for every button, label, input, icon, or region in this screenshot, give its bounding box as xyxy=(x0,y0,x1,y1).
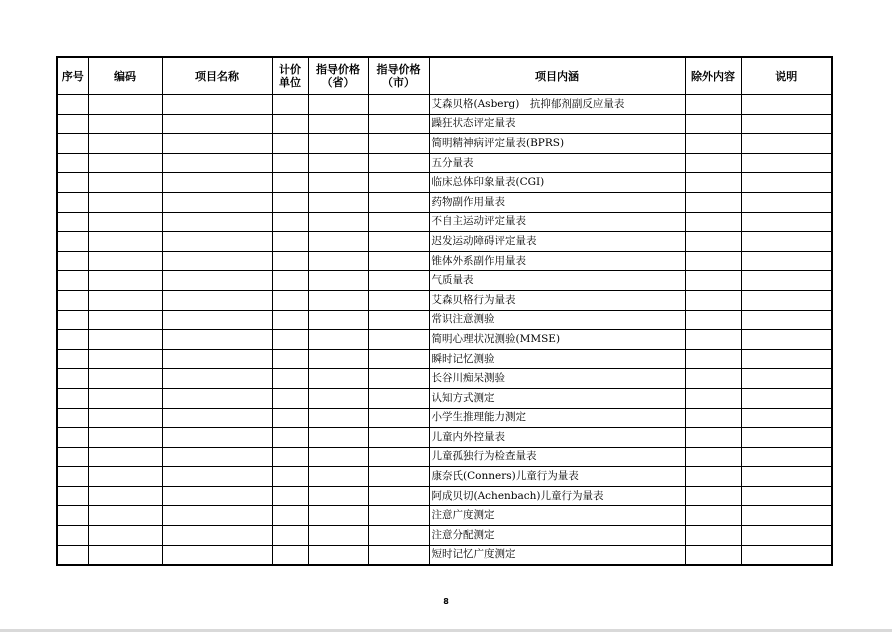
table-row xyxy=(57,330,832,350)
cell-code xyxy=(88,388,162,408)
header-price-province-line2: （省） xyxy=(321,76,355,89)
cell-unit xyxy=(272,173,308,193)
header-content: 项目内涵 xyxy=(429,57,685,95)
cell-unit xyxy=(272,192,308,212)
cell-seq xyxy=(57,526,88,546)
cell-price-city xyxy=(368,428,429,448)
cell-price-city xyxy=(368,232,429,252)
cell-exclusions xyxy=(685,95,741,115)
cell-content: 儿童内外控量表 xyxy=(429,428,685,448)
cell-content: 药物副作用量表 xyxy=(429,192,685,212)
table-row xyxy=(57,349,832,369)
cell-item-name xyxy=(162,408,272,428)
cell-exclusions xyxy=(685,388,741,408)
cell-content: 锥体外系副作用量表 xyxy=(429,251,685,271)
table-row xyxy=(57,506,832,526)
cell-exclusions xyxy=(685,447,741,467)
cell-exclusions xyxy=(685,134,741,154)
header-price-city-line2: （市） xyxy=(382,76,415,89)
cell-price-city xyxy=(368,173,429,193)
header-unit-line1: 计价 xyxy=(279,63,301,76)
cell-price-province xyxy=(308,330,368,350)
cell-seq xyxy=(57,134,88,154)
cell-unit xyxy=(272,271,308,291)
cell-price-province xyxy=(308,192,368,212)
cell-notes xyxy=(741,349,832,369)
cell-code xyxy=(88,192,162,212)
cell-exclusions xyxy=(685,290,741,310)
cell-unit xyxy=(272,467,308,487)
cell-price-city xyxy=(368,349,429,369)
cell-notes xyxy=(741,271,832,291)
table-row xyxy=(57,486,832,506)
cell-item-name xyxy=(162,506,272,526)
cell-code xyxy=(88,212,162,232)
cell-content: 五分量表 xyxy=(429,153,685,173)
cell-price-province xyxy=(308,153,368,173)
cell-code xyxy=(88,486,162,506)
cell-notes xyxy=(741,330,832,350)
cell-unit xyxy=(272,251,308,271)
table-row xyxy=(57,447,832,467)
cell-code xyxy=(88,369,162,389)
cell-content: 儿童孤独行为检查量表 xyxy=(429,447,685,467)
table-row xyxy=(57,153,832,173)
cell-price-province xyxy=(308,447,368,467)
cell-price-city xyxy=(368,526,429,546)
cell-code xyxy=(88,545,162,565)
table-row xyxy=(57,114,832,134)
cell-unit xyxy=(272,330,308,350)
page-number: 8 xyxy=(443,597,449,606)
cell-item-name xyxy=(162,192,272,212)
header-price-city-line1: 指导价格 xyxy=(376,63,421,76)
table-row xyxy=(57,192,832,212)
cell-unit xyxy=(272,486,308,506)
cell-code xyxy=(88,330,162,350)
cell-seq xyxy=(57,251,88,271)
cell-price-province xyxy=(308,526,368,546)
cell-exclusions xyxy=(685,526,741,546)
cell-content: 认知方式测定 xyxy=(429,388,685,408)
cell-exclusions xyxy=(685,408,741,428)
cell-price-province xyxy=(308,251,368,271)
table-row xyxy=(57,290,832,310)
cell-item-name xyxy=(162,428,272,448)
table-row xyxy=(57,467,832,487)
cell-content: 不自主运动评定量表 xyxy=(429,212,685,232)
cell-exclusions xyxy=(685,114,741,134)
table-row xyxy=(57,251,832,271)
cell-price-province xyxy=(308,95,368,115)
cell-code xyxy=(88,447,162,467)
cell-seq xyxy=(57,369,88,389)
cell-seq xyxy=(57,330,88,350)
cell-notes xyxy=(741,447,832,467)
cell-notes xyxy=(741,212,832,232)
cell-unit xyxy=(272,506,308,526)
cell-price-province xyxy=(308,486,368,506)
cell-price-city xyxy=(368,271,429,291)
cell-price-city xyxy=(368,486,429,506)
cell-content: 阿成贝切(Achenbach)儿童行为量表 xyxy=(429,486,685,506)
table-row xyxy=(57,369,832,389)
cell-content: 注意分配测定 xyxy=(429,526,685,546)
cell-price-province xyxy=(308,114,368,134)
cell-code xyxy=(88,114,162,134)
cell-notes xyxy=(741,95,832,115)
table-row xyxy=(57,95,832,115)
cell-price-city xyxy=(368,212,429,232)
cell-unit xyxy=(272,95,308,115)
header-unit xyxy=(272,57,308,95)
cell-seq xyxy=(57,271,88,291)
cell-exclusions xyxy=(685,192,741,212)
cell-exclusions xyxy=(685,506,741,526)
cell-code xyxy=(88,506,162,526)
cell-notes xyxy=(741,192,832,212)
cell-item-name xyxy=(162,388,272,408)
cell-seq xyxy=(57,310,88,330)
header-price-province xyxy=(308,57,368,95)
cell-price-city xyxy=(368,369,429,389)
cell-content: 简明心理状况测验(MMSE) xyxy=(429,330,685,350)
cell-exclusions xyxy=(685,232,741,252)
cell-code xyxy=(88,349,162,369)
cell-seq xyxy=(57,232,88,252)
cell-unit xyxy=(272,428,308,448)
table-header-row xyxy=(57,57,832,95)
cell-item-name xyxy=(162,330,272,350)
cell-item-name xyxy=(162,545,272,565)
cell-seq xyxy=(57,212,88,232)
cell-code xyxy=(88,251,162,271)
cell-notes xyxy=(741,388,832,408)
cell-notes xyxy=(741,251,832,271)
cell-code xyxy=(88,153,162,173)
cell-seq xyxy=(57,408,88,428)
header-seq: 序号 xyxy=(57,57,88,95)
cell-content: 瞬时记忆测验 xyxy=(429,349,685,369)
cell-item-name xyxy=(162,232,272,252)
cell-notes xyxy=(741,526,832,546)
cell-item-name xyxy=(162,134,272,154)
cell-price-province xyxy=(308,173,368,193)
cell-notes xyxy=(741,486,832,506)
cell-price-province xyxy=(308,232,368,252)
cell-unit xyxy=(272,310,308,330)
header-exclusions: 除外内容 xyxy=(685,57,741,95)
cell-item-name xyxy=(162,114,272,134)
cell-price-province xyxy=(308,290,368,310)
cell-price-province xyxy=(308,408,368,428)
cell-price-city xyxy=(368,134,429,154)
cell-code xyxy=(88,290,162,310)
cell-item-name xyxy=(162,251,272,271)
cell-seq xyxy=(57,192,88,212)
cell-unit xyxy=(272,212,308,232)
cell-unit xyxy=(272,408,308,428)
cell-item-name xyxy=(162,486,272,506)
cell-price-province xyxy=(308,349,368,369)
cell-price-city xyxy=(368,310,429,330)
cell-price-province xyxy=(308,428,368,448)
cell-item-name xyxy=(162,95,272,115)
header-code: 编码 xyxy=(88,57,162,95)
header-price-province-line1: 指导价格 xyxy=(316,63,360,76)
cell-price-province xyxy=(308,388,368,408)
cell-price-city xyxy=(368,251,429,271)
cell-code xyxy=(88,134,162,154)
cell-code xyxy=(88,271,162,291)
cell-seq xyxy=(57,173,88,193)
cell-seq xyxy=(57,290,88,310)
cell-seq xyxy=(57,428,88,448)
cell-price-province xyxy=(308,134,368,154)
cell-content: 常识注意测验 xyxy=(429,310,685,330)
cell-content: 短时记忆广度测定 xyxy=(429,545,685,565)
cell-notes xyxy=(741,134,832,154)
cell-price-city xyxy=(368,545,429,565)
cell-notes xyxy=(741,408,832,428)
cell-code xyxy=(88,310,162,330)
cell-content: 迟发运动障碍评定量表 xyxy=(429,232,685,252)
table-body xyxy=(57,95,832,566)
cell-notes xyxy=(741,467,832,487)
cell-seq xyxy=(57,114,88,134)
cell-unit xyxy=(272,290,308,310)
cell-price-city xyxy=(368,330,429,350)
cell-price-city xyxy=(368,467,429,487)
header-notes: 说明 xyxy=(741,57,832,95)
cell-exclusions xyxy=(685,428,741,448)
table-row xyxy=(57,526,832,546)
cell-code xyxy=(88,526,162,546)
cell-content: 小学生推理能力测定 xyxy=(429,408,685,428)
cell-notes xyxy=(741,369,832,389)
cell-seq xyxy=(57,95,88,115)
cell-price-province xyxy=(308,212,368,232)
cell-price-province xyxy=(308,545,368,565)
cell-item-name xyxy=(162,271,272,291)
table-row xyxy=(57,388,832,408)
cell-code xyxy=(88,408,162,428)
price-table xyxy=(56,56,833,566)
cell-price-city xyxy=(368,388,429,408)
cell-item-name xyxy=(162,173,272,193)
cell-exclusions xyxy=(685,330,741,350)
cell-code xyxy=(88,428,162,448)
cell-seq xyxy=(57,153,88,173)
cell-item-name xyxy=(162,153,272,173)
cell-price-city xyxy=(368,114,429,134)
cell-unit xyxy=(272,349,308,369)
cell-price-city xyxy=(368,290,429,310)
cell-price-city xyxy=(368,153,429,173)
cell-unit xyxy=(272,447,308,467)
cell-item-name xyxy=(162,467,272,487)
cell-exclusions xyxy=(685,486,741,506)
cell-unit xyxy=(272,388,308,408)
cell-seq xyxy=(57,388,88,408)
cell-exclusions xyxy=(685,212,741,232)
cell-exclusions xyxy=(685,251,741,271)
cell-content: 简明精神病评定量表(BPRS) xyxy=(429,134,685,154)
cell-item-name xyxy=(162,526,272,546)
header-price-city xyxy=(368,57,429,95)
cell-content: 长谷川痴呆测验 xyxy=(429,369,685,389)
cell-unit xyxy=(272,153,308,173)
cell-notes xyxy=(741,153,832,173)
cell-exclusions xyxy=(685,369,741,389)
table-row xyxy=(57,173,832,193)
cell-code xyxy=(88,232,162,252)
cell-item-name xyxy=(162,212,272,232)
table-row xyxy=(57,134,832,154)
cell-exclusions xyxy=(685,271,741,291)
cell-item-name xyxy=(162,349,272,369)
cell-exclusions xyxy=(685,349,741,369)
table-row xyxy=(57,545,832,565)
table-row xyxy=(57,310,832,330)
cell-unit xyxy=(272,369,308,389)
table-row xyxy=(57,271,832,291)
cell-seq xyxy=(57,467,88,487)
cell-price-province xyxy=(308,271,368,291)
cell-price-city xyxy=(368,506,429,526)
cell-notes xyxy=(741,506,832,526)
cell-content: 气质量表 xyxy=(429,271,685,291)
cell-exclusions xyxy=(685,310,741,330)
cell-seq xyxy=(57,545,88,565)
cell-content: 注意广度测定 xyxy=(429,506,685,526)
header-item-name: 项目名称 xyxy=(162,57,272,95)
cell-unit xyxy=(272,526,308,546)
cell-seq xyxy=(57,447,88,467)
cell-item-name xyxy=(162,310,272,330)
cell-price-city xyxy=(368,95,429,115)
cell-code xyxy=(88,173,162,193)
cell-price-city xyxy=(368,447,429,467)
cell-notes xyxy=(741,545,832,565)
cell-notes xyxy=(741,173,832,193)
table-row xyxy=(57,428,832,448)
cell-exclusions xyxy=(685,153,741,173)
cell-content: 临床总体印象量表(CGI) xyxy=(429,173,685,193)
cell-notes xyxy=(741,310,832,330)
cell-unit xyxy=(272,545,308,565)
cell-seq xyxy=(57,506,88,526)
cell-price-province xyxy=(308,467,368,487)
cell-exclusions xyxy=(685,467,741,487)
cell-unit xyxy=(272,232,308,252)
table-row xyxy=(57,212,832,232)
cell-seq xyxy=(57,349,88,369)
cell-seq xyxy=(57,486,88,506)
cell-price-province xyxy=(308,369,368,389)
header-unit-line2: 单位 xyxy=(279,76,301,89)
cell-unit xyxy=(272,134,308,154)
cell-price-province xyxy=(308,506,368,526)
cell-price-city xyxy=(368,192,429,212)
cell-content: 康奈氏(Conners)儿童行为量表 xyxy=(429,467,685,487)
cell-unit xyxy=(272,114,308,134)
cell-item-name xyxy=(162,290,272,310)
cell-code xyxy=(88,467,162,487)
cell-item-name xyxy=(162,369,272,389)
cell-code xyxy=(88,95,162,115)
table-row xyxy=(57,408,832,428)
cell-notes xyxy=(741,290,832,310)
cell-content: 躁狂状态评定量表 xyxy=(429,114,685,134)
cell-content: 艾森贝格(Asberg) 抗抑郁剂副反应量表 xyxy=(429,95,685,115)
cell-exclusions xyxy=(685,173,741,193)
cell-exclusions xyxy=(685,545,741,565)
cell-price-city xyxy=(368,408,429,428)
cell-item-name xyxy=(162,447,272,467)
table-row xyxy=(57,232,832,252)
cell-notes xyxy=(741,232,832,252)
cell-notes xyxy=(741,114,832,134)
cell-content: 艾森贝格行为量表 xyxy=(429,290,685,310)
cell-price-province xyxy=(308,310,368,330)
cell-notes xyxy=(741,428,832,448)
